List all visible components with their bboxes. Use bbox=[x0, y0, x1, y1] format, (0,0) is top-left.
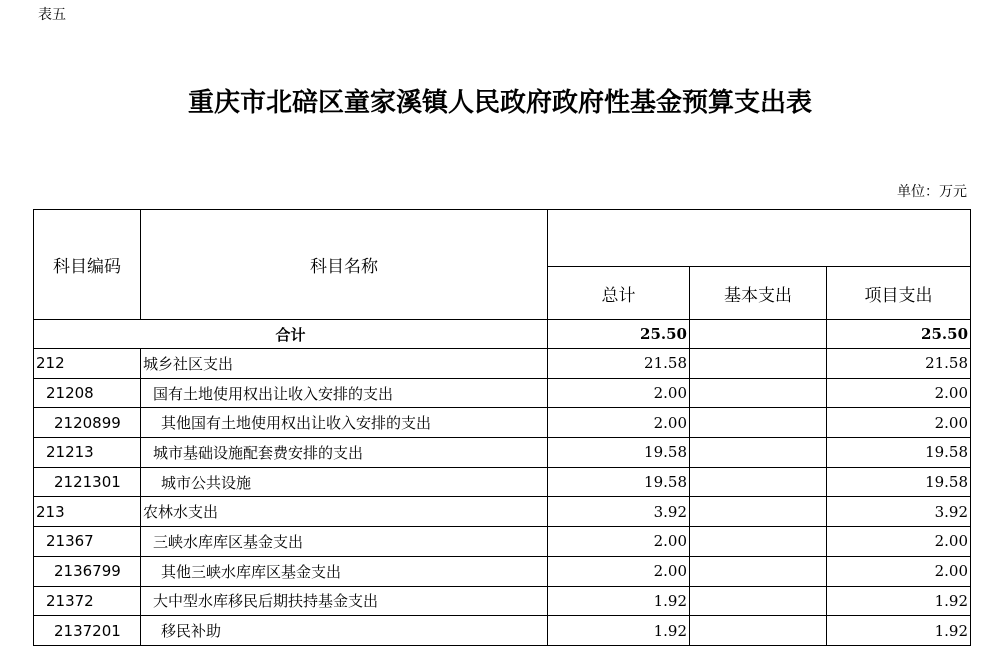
row-name: 其他三峡水库库区基金支出 bbox=[141, 556, 548, 586]
row-name: 城市基础设施配套费安排的支出 bbox=[141, 438, 548, 468]
row-code: 21213 bbox=[34, 438, 141, 468]
row-name: 其他国有土地使用权出让收入安排的支出 bbox=[141, 408, 548, 438]
table-row bbox=[34, 467, 971, 497]
table-row bbox=[34, 349, 971, 379]
row-name: 农林水支出 bbox=[141, 497, 548, 527]
row-basic bbox=[690, 497, 827, 527]
row-code: 2137201 bbox=[34, 616, 141, 646]
row-code: 212 bbox=[34, 349, 141, 379]
header-basic: 基本支出 bbox=[690, 267, 827, 320]
row-basic bbox=[690, 527, 827, 557]
row-name: 大中型水库移民后期扶持基金支出 bbox=[141, 586, 548, 616]
table-row bbox=[34, 408, 971, 438]
header-project: 项目支出 bbox=[827, 267, 971, 320]
header-code: 科目编码 bbox=[34, 210, 141, 320]
row-basic bbox=[690, 438, 827, 468]
budget-table bbox=[33, 209, 971, 646]
row-total: 19.58 bbox=[548, 438, 690, 468]
page-title: 重庆市北碚区童家溪镇人民政府政府性基金预算支出表 bbox=[187, 88, 812, 118]
row-total: 2.00 bbox=[548, 556, 690, 586]
unit-label: 单位：万元 bbox=[897, 184, 967, 200]
row-total: 2.00 bbox=[548, 408, 690, 438]
row-code: 21372 bbox=[34, 586, 141, 616]
total-label: 合计 bbox=[34, 320, 548, 349]
table-row bbox=[34, 616, 971, 646]
table-row bbox=[34, 556, 971, 586]
total-basic bbox=[690, 320, 827, 349]
row-basic bbox=[690, 467, 827, 497]
row-name: 城乡社区支出 bbox=[141, 349, 548, 379]
row-project: 21.58 bbox=[827, 349, 971, 379]
row-code: 21208 bbox=[34, 378, 141, 408]
table-row bbox=[34, 378, 971, 408]
row-basic bbox=[690, 586, 827, 616]
row-project: 2.00 bbox=[827, 556, 971, 586]
row-basic bbox=[690, 408, 827, 438]
row-project: 19.58 bbox=[827, 467, 971, 497]
total-project: 25.50 bbox=[827, 320, 971, 349]
row-basic bbox=[690, 556, 827, 586]
total-total: 25.50 bbox=[548, 320, 690, 349]
row-basic bbox=[690, 378, 827, 408]
row-project: 1.92 bbox=[827, 586, 971, 616]
header-total: 总计 bbox=[548, 267, 690, 320]
table-row bbox=[34, 497, 971, 527]
row-total: 1.92 bbox=[548, 616, 690, 646]
row-name: 三峡水库库区基金支出 bbox=[141, 527, 548, 557]
row-name: 国有土地使用权出让收入安排的支出 bbox=[141, 378, 548, 408]
row-basic bbox=[690, 616, 827, 646]
row-total: 21.58 bbox=[548, 349, 690, 379]
row-project: 2.00 bbox=[827, 527, 971, 557]
row-code: 2121301 bbox=[34, 467, 141, 497]
row-name: 移民补助 bbox=[141, 616, 548, 646]
row-project: 2.00 bbox=[827, 378, 971, 408]
header-name: 科目名称 bbox=[141, 210, 548, 320]
header-group-blank bbox=[548, 210, 971, 267]
row-basic bbox=[690, 349, 827, 379]
row-total: 1.92 bbox=[548, 586, 690, 616]
row-project: 1.92 bbox=[827, 616, 971, 646]
table-number-label: 表五 bbox=[38, 7, 66, 23]
row-code: 2120899 bbox=[34, 408, 141, 438]
table-row bbox=[34, 586, 971, 616]
row-total: 3.92 bbox=[548, 497, 690, 527]
row-total: 2.00 bbox=[548, 527, 690, 557]
row-project: 3.92 bbox=[827, 497, 971, 527]
row-code: 21367 bbox=[34, 527, 141, 557]
row-total: 2.00 bbox=[548, 378, 690, 408]
row-project: 19.58 bbox=[827, 438, 971, 468]
row-code: 213 bbox=[34, 497, 141, 527]
table-row bbox=[34, 527, 971, 557]
header-row-top bbox=[34, 210, 971, 267]
total-row bbox=[34, 320, 971, 349]
row-name: 城市公共设施 bbox=[141, 467, 548, 497]
row-project: 2.00 bbox=[827, 408, 971, 438]
row-code: 2136799 bbox=[34, 556, 141, 586]
table-body bbox=[34, 210, 971, 646]
row-total: 19.58 bbox=[548, 467, 690, 497]
table-row bbox=[34, 438, 971, 468]
